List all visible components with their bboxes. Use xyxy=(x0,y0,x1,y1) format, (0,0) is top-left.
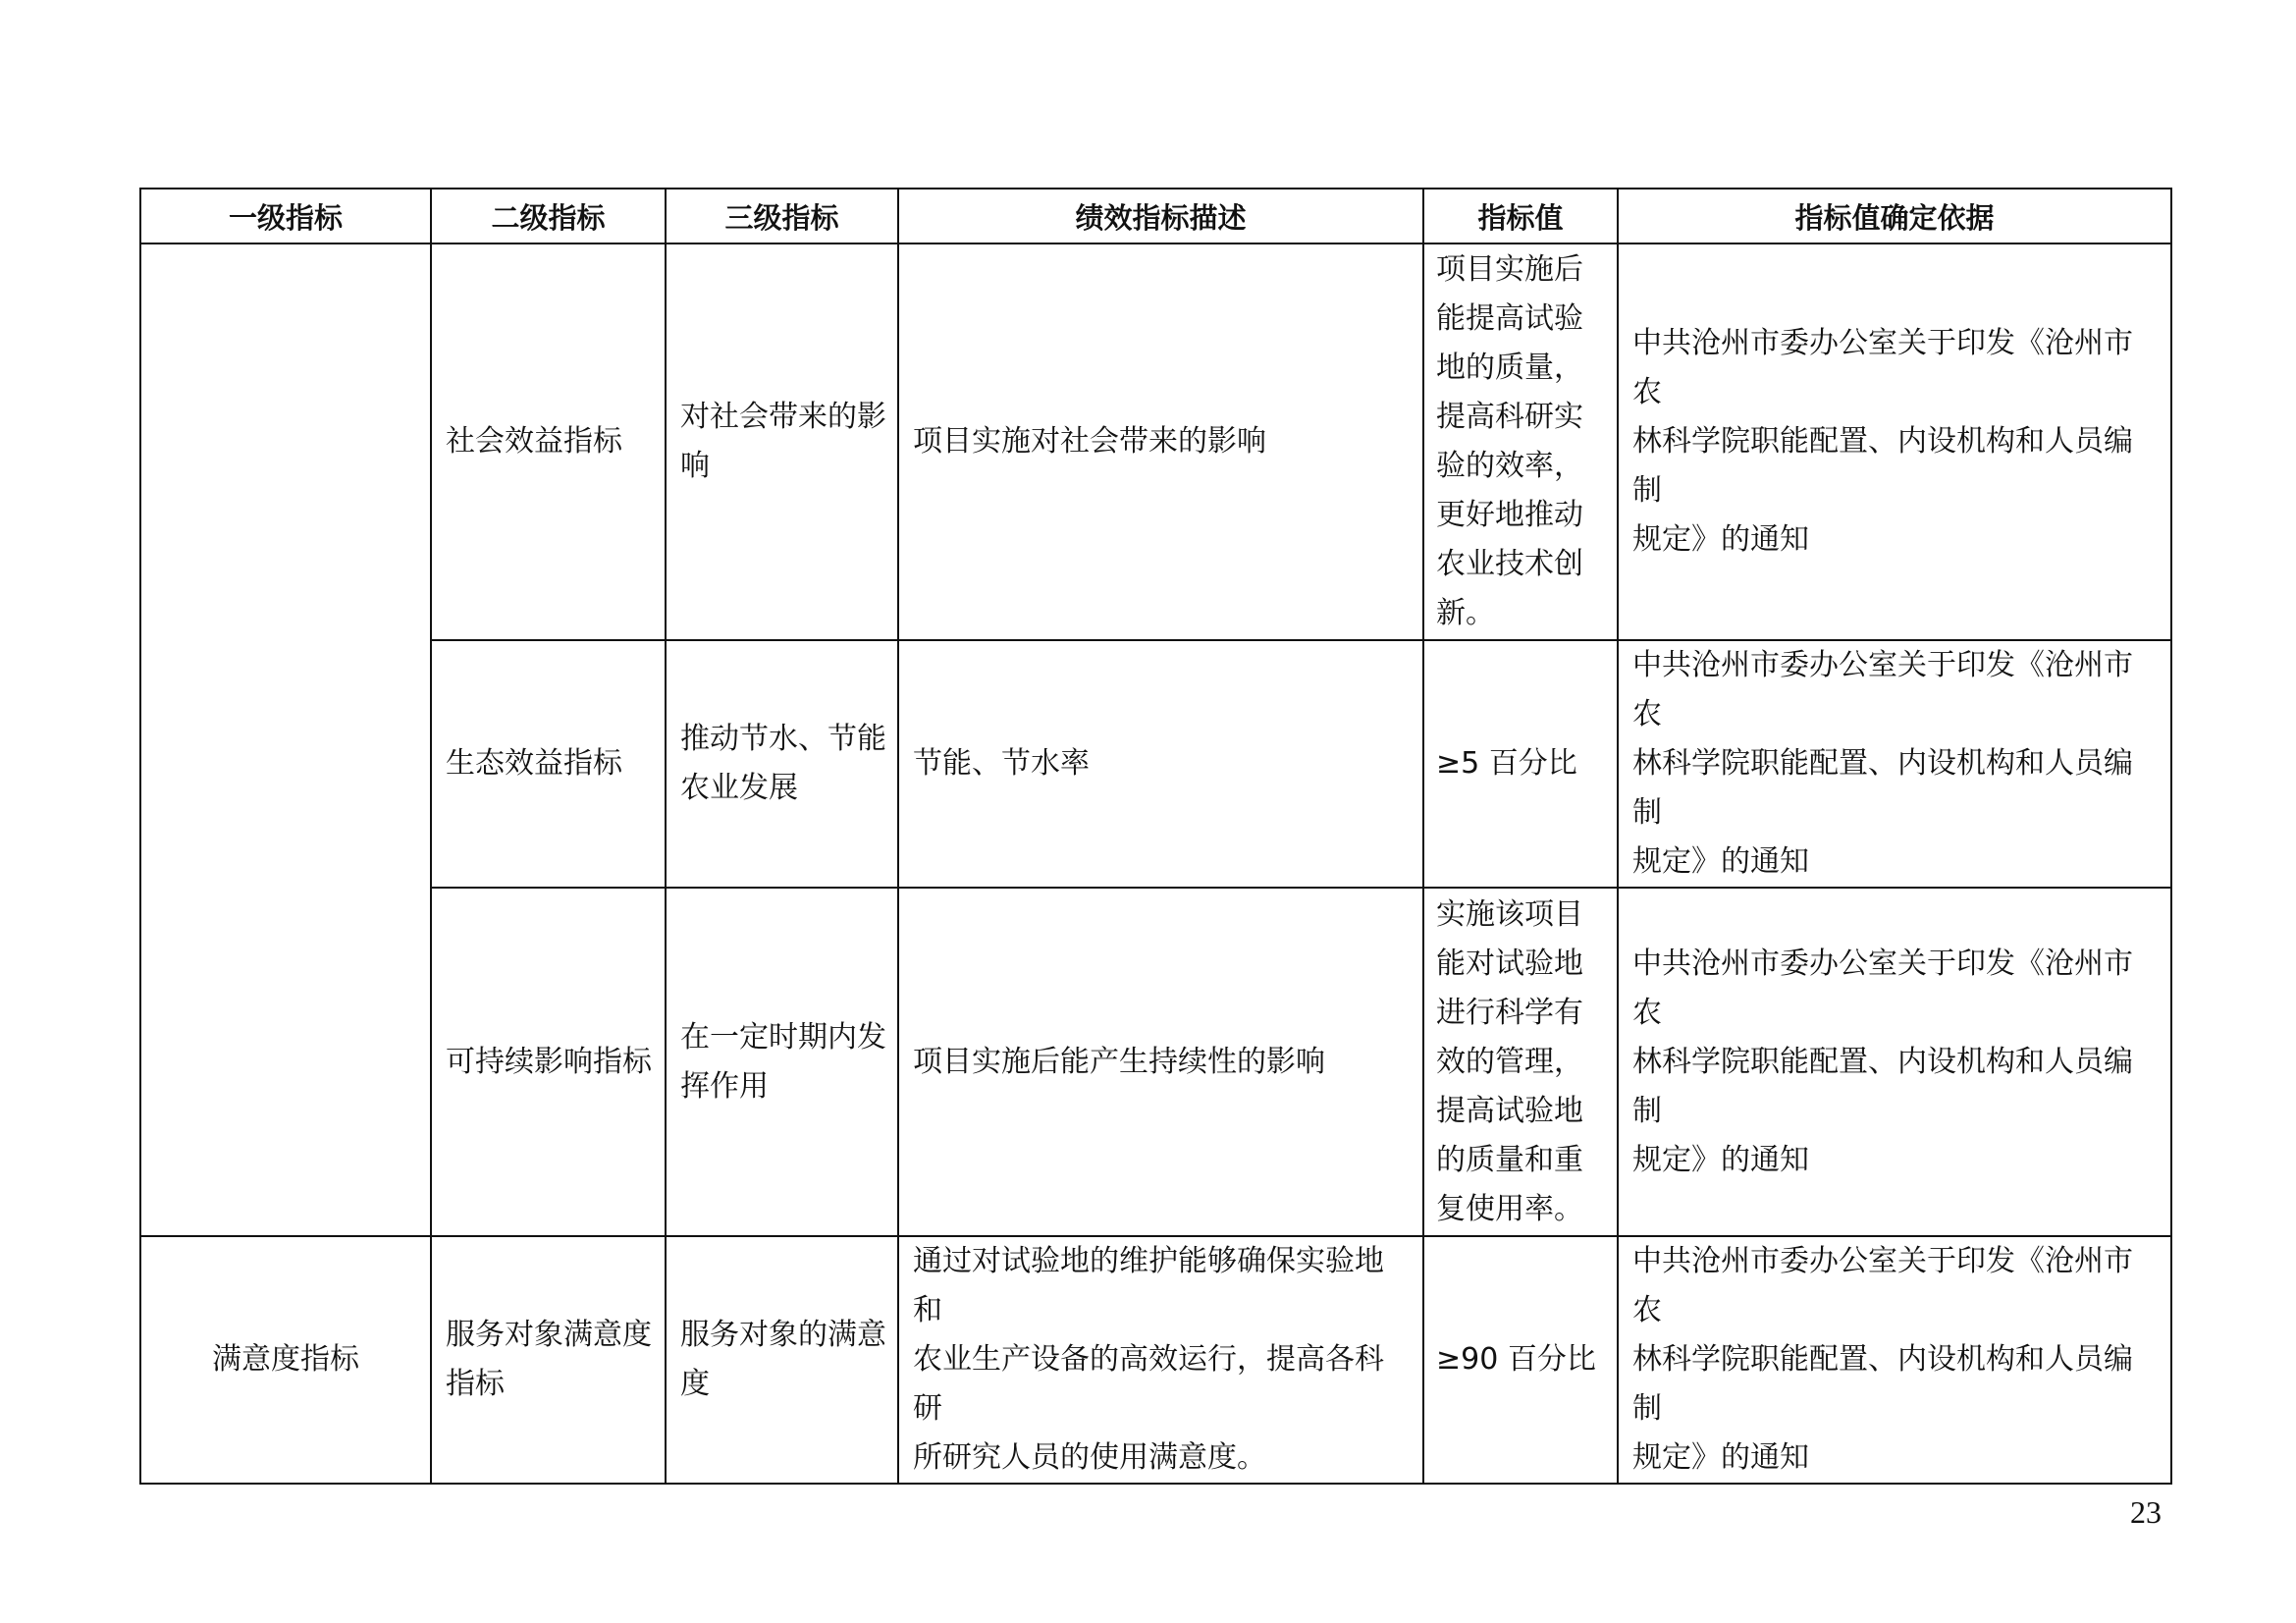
basis-cell xyxy=(1618,243,2171,640)
table-row xyxy=(140,243,2171,640)
level2-cell xyxy=(431,1236,666,1484)
level1-cell xyxy=(140,243,431,1236)
level2-cell xyxy=(431,640,666,888)
level2-label: 服务对象满意度 指标 xyxy=(446,1318,652,1401)
description-cell xyxy=(898,640,1423,888)
header-level2: 二级指标 xyxy=(431,189,666,243)
value-cell xyxy=(1423,243,1618,640)
level3-cell xyxy=(666,640,898,888)
basis-text: 中共沧州市委办公室关于印发《沧州市农 林科学院职能配置、内设机构和人员编制 规定》的通知 xyxy=(1632,1244,2133,1475)
basis-text: 中共沧州市委办公室关于印发《沧州市农 林科学院职能配置、内设机构和人员编制 规定》的通知 xyxy=(1632,648,2133,879)
level2-label: 社会效益指标 xyxy=(446,424,622,459)
basis-text: 中共沧州市委办公室关于印发《沧州市农 林科学院职能配置、内设机构和人员编制 规定》的通知 xyxy=(1632,946,2133,1177)
value-text: 项目实施后 能提高试验 地的质量， 提高科研实 验的效率， 更好地推动 农业技术创 新。 xyxy=(1436,252,1583,630)
level2-label: 生态效益指标 xyxy=(446,746,622,781)
table-row xyxy=(140,1236,2171,1484)
description-cell xyxy=(898,888,1423,1236)
level3-label: 在一定时期内发 挥作用 xyxy=(680,1019,886,1104)
level3-cell xyxy=(666,243,898,640)
performance-indicator-table xyxy=(139,188,2172,1485)
level3-label: 服务对象的满意 度 xyxy=(680,1318,886,1401)
level2-cell xyxy=(431,243,666,640)
header-level3: 三级指标 xyxy=(666,189,898,243)
basis-cell xyxy=(1618,1236,2171,1484)
basis-cell xyxy=(1618,888,2171,1236)
header-value: 指标值 xyxy=(1423,189,1618,243)
basis-text: 中共沧州市委办公室关于印发《沧州市农 林科学院职能配置、内设机构和人员编制 规定》的通知 xyxy=(1632,326,2133,557)
value-text: 实施该项目 能对试验地 进行科学有 效的管理， 提高试验地 的质量和重 复使用率。 xyxy=(1436,896,1583,1226)
level1-label: 满意度指标 xyxy=(212,1342,359,1377)
description-text: 项目实施对社会带来的影响 xyxy=(913,424,1266,459)
basis-cell xyxy=(1618,640,2171,888)
level3-cell xyxy=(666,888,898,1236)
level3-label: 推动节水、节能 农业发展 xyxy=(680,722,886,805)
header-basis: 指标值确定依据 xyxy=(1618,189,2171,243)
description-cell xyxy=(898,1236,1423,1484)
description-text: 项目实施后能产生持续性的影响 xyxy=(913,1044,1325,1079)
value-cell xyxy=(1423,1236,1618,1484)
level2-label: 可持续影响指标 xyxy=(446,1044,652,1079)
table-row xyxy=(140,640,2171,888)
level1-cell xyxy=(140,1236,431,1484)
header-description: 绩效指标描述 xyxy=(898,189,1423,243)
indicator-table-container xyxy=(139,188,2170,1485)
value-cell xyxy=(1423,640,1618,888)
table-header-row xyxy=(140,189,2171,243)
value-text: ≥5 百分比 xyxy=(1436,746,1577,781)
level2-cell xyxy=(431,888,666,1236)
description-text: 节能、节水率 xyxy=(913,746,1090,781)
value-text: ≥90 百分比 xyxy=(1436,1342,1596,1377)
header-level1: 一级指标 xyxy=(140,189,431,243)
description-cell xyxy=(898,243,1423,640)
value-cell xyxy=(1423,888,1618,1236)
table-row xyxy=(140,888,2171,1236)
page-number: 23 xyxy=(2130,1494,2162,1530)
level3-cell xyxy=(666,1236,898,1484)
description-text: 通过对试验地的维护能够确保实验地和 农业生产设备的高效运行，提高各科研 所研究人员的使用满意度。 xyxy=(913,1244,1384,1475)
level3-label: 对社会带来的影 响 xyxy=(680,400,886,483)
